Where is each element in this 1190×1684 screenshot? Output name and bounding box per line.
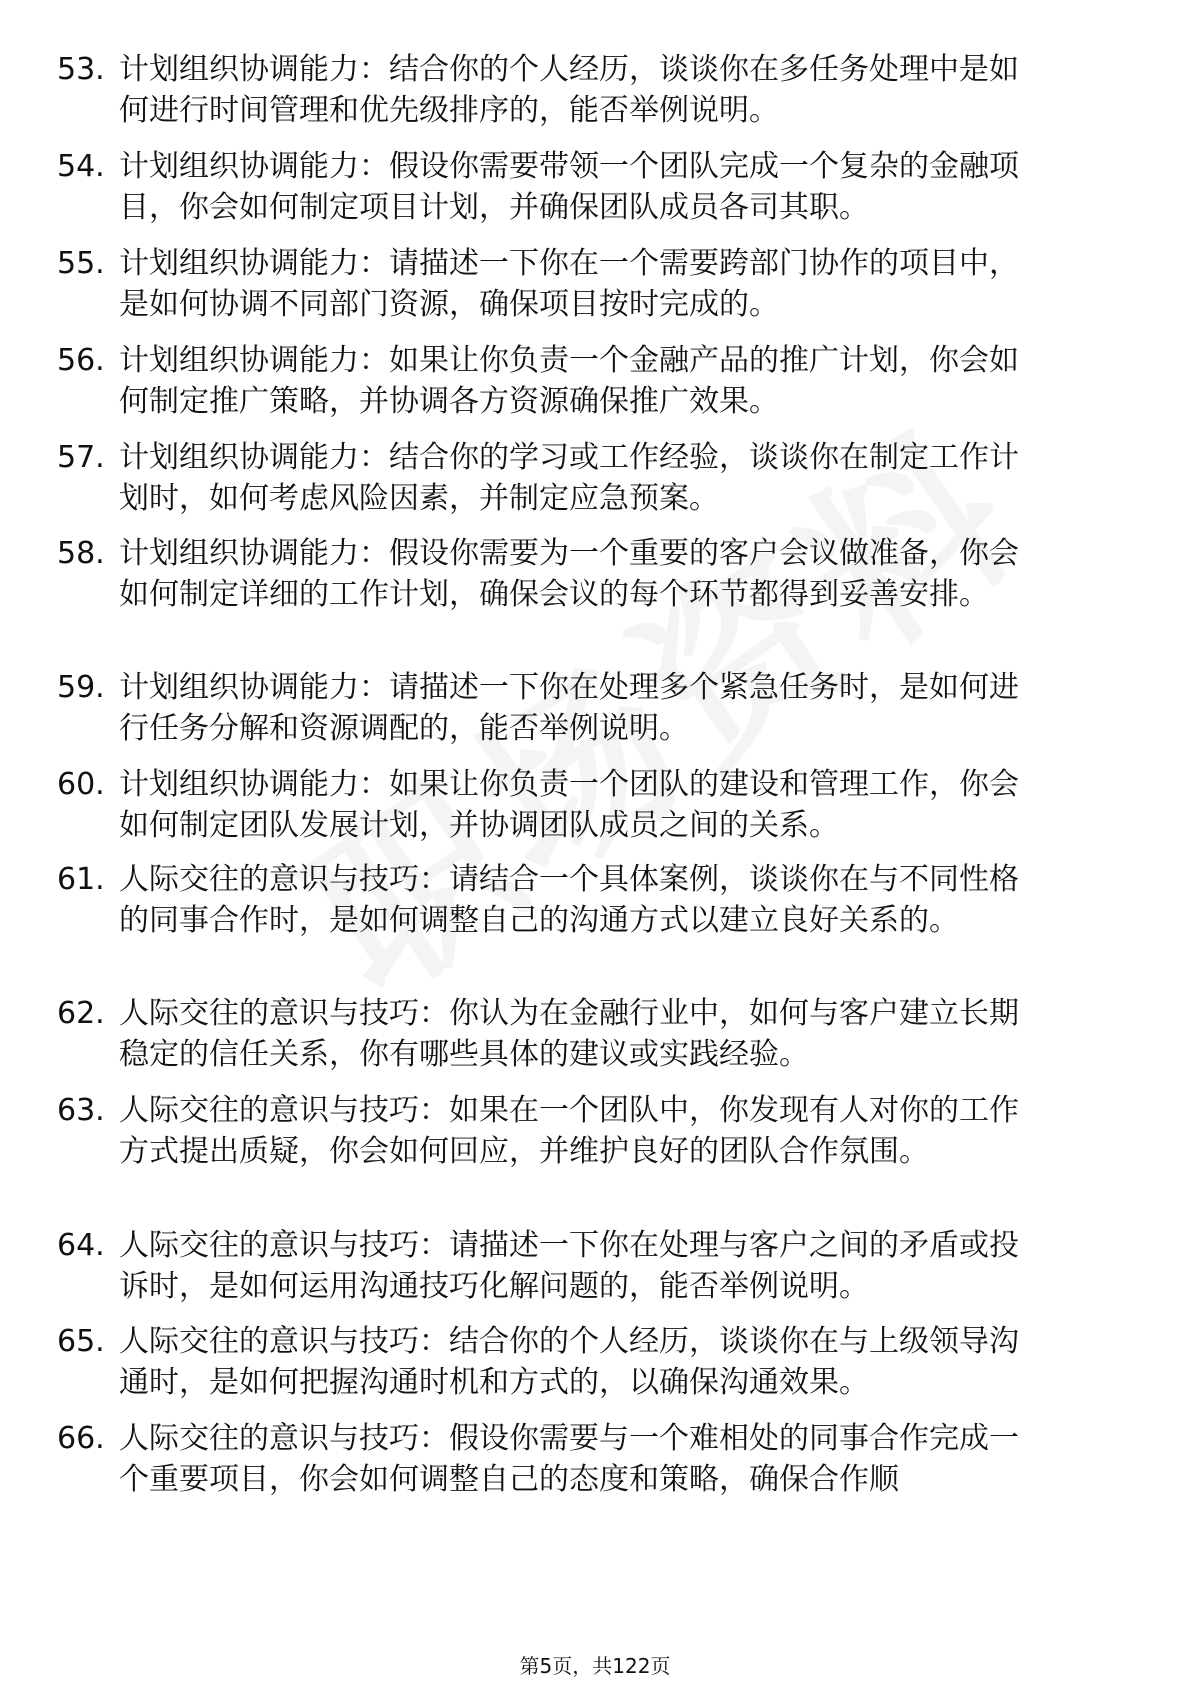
question-number: 56. (57, 343, 105, 378)
question-text: 计划组织协调能力：请描述一下你在一个需要跨部门协作的项目中，是如何协调不同部门资源，确保项目按时完成的。 (119, 246, 1019, 322)
question-number: 57. (57, 440, 105, 475)
question-text: 人际交往的意识与技巧：结合你的个人经历，谈谈你在与上级领导沟通时，是如何把握沟通时机和方式的，以确保沟通效果。 (119, 1324, 1019, 1400)
question-text: 计划组织协调能力：请描述一下你在处理多个紧急任务时，是如何进行任务分解和资源调配的，能否举例说明。 (119, 670, 1019, 746)
question-number: 58. (57, 536, 105, 571)
question-text: 计划组织协调能力：结合你的个人经历，谈谈你在多任务处理中是如何进行时间管理和优先级排序的，能否举例说明。 (119, 52, 1019, 128)
question-number: 55. (57, 246, 105, 281)
question-number: 62. (57, 996, 105, 1031)
question-number: 63. (57, 1093, 105, 1128)
page-footer: 第5页，共122页 (519, 1654, 671, 1678)
question-number: 64. (57, 1228, 105, 1263)
question-text: 计划组织协调能力：假设你需要为一个重要的客户会议做准备，你会如何制定详细的工作计划，确保会议的每个环节都得到妥善安排。 (119, 536, 1019, 612)
question-text: 人际交往的意识与技巧：你认为在金融行业中，如何与客户建立长期稳定的信任关系，你有哪些具体的建议或实践经验。 (119, 996, 1019, 1072)
question-number: 66. (57, 1421, 105, 1456)
question-text: 人际交往的意识与技巧：请结合一个具体案例，谈谈你在与不同性格的同事合作时，是如何调整自己的沟通方式以建立良好关系的。 (119, 862, 1019, 938)
question-text: 人际交往的意识与技巧：如果在一个团队中，你发现有人对你的工作方式提出质疑，你会如何回应，并维护良好的团队合作氛围。 (119, 1093, 1019, 1169)
question-number: 53. (57, 52, 105, 87)
question-text: 人际交往的意识与技巧：请描述一下你在处理与客户之间的矛盾或投诉时，是如何运用沟通技巧化解问题的，能否举例说明。 (119, 1228, 1019, 1304)
question-number: 65. (57, 1324, 105, 1359)
question-number: 60. (57, 767, 105, 802)
question-text: 计划组织协调能力：如果让你负责一个金融产品的推广计划，你会如何制定推广策略，并协调各方资源确保推广效果。 (119, 343, 1019, 419)
question-number: 54. (57, 149, 105, 184)
question-text: 人际交往的意识与技巧：假设你需要与一个难相处的同事合作完成一个重要项目，你会如何调整自己的态度和策略，确保合作顺 (119, 1421, 1019, 1497)
question-number: 61. (57, 862, 105, 897)
question-text: 计划组织协调能力：假设你需要带领一个团队完成一个复杂的金融项目，你会如何制定项目计划，并确保团队成员各司其职。 (119, 149, 1019, 225)
question-text: 计划组织协调能力：结合你的学习或工作经验，谈谈你在制定工作计划时，如何考虑风险因素，并制定应急预案。 (119, 440, 1019, 516)
question-text: 计划组织协调能力：如果让你负责一个团队的建设和管理工作，你会如何制定团队发展计划，并协调团队成员之间的关系。 (119, 767, 1019, 843)
question-number: 59. (57, 670, 105, 705)
